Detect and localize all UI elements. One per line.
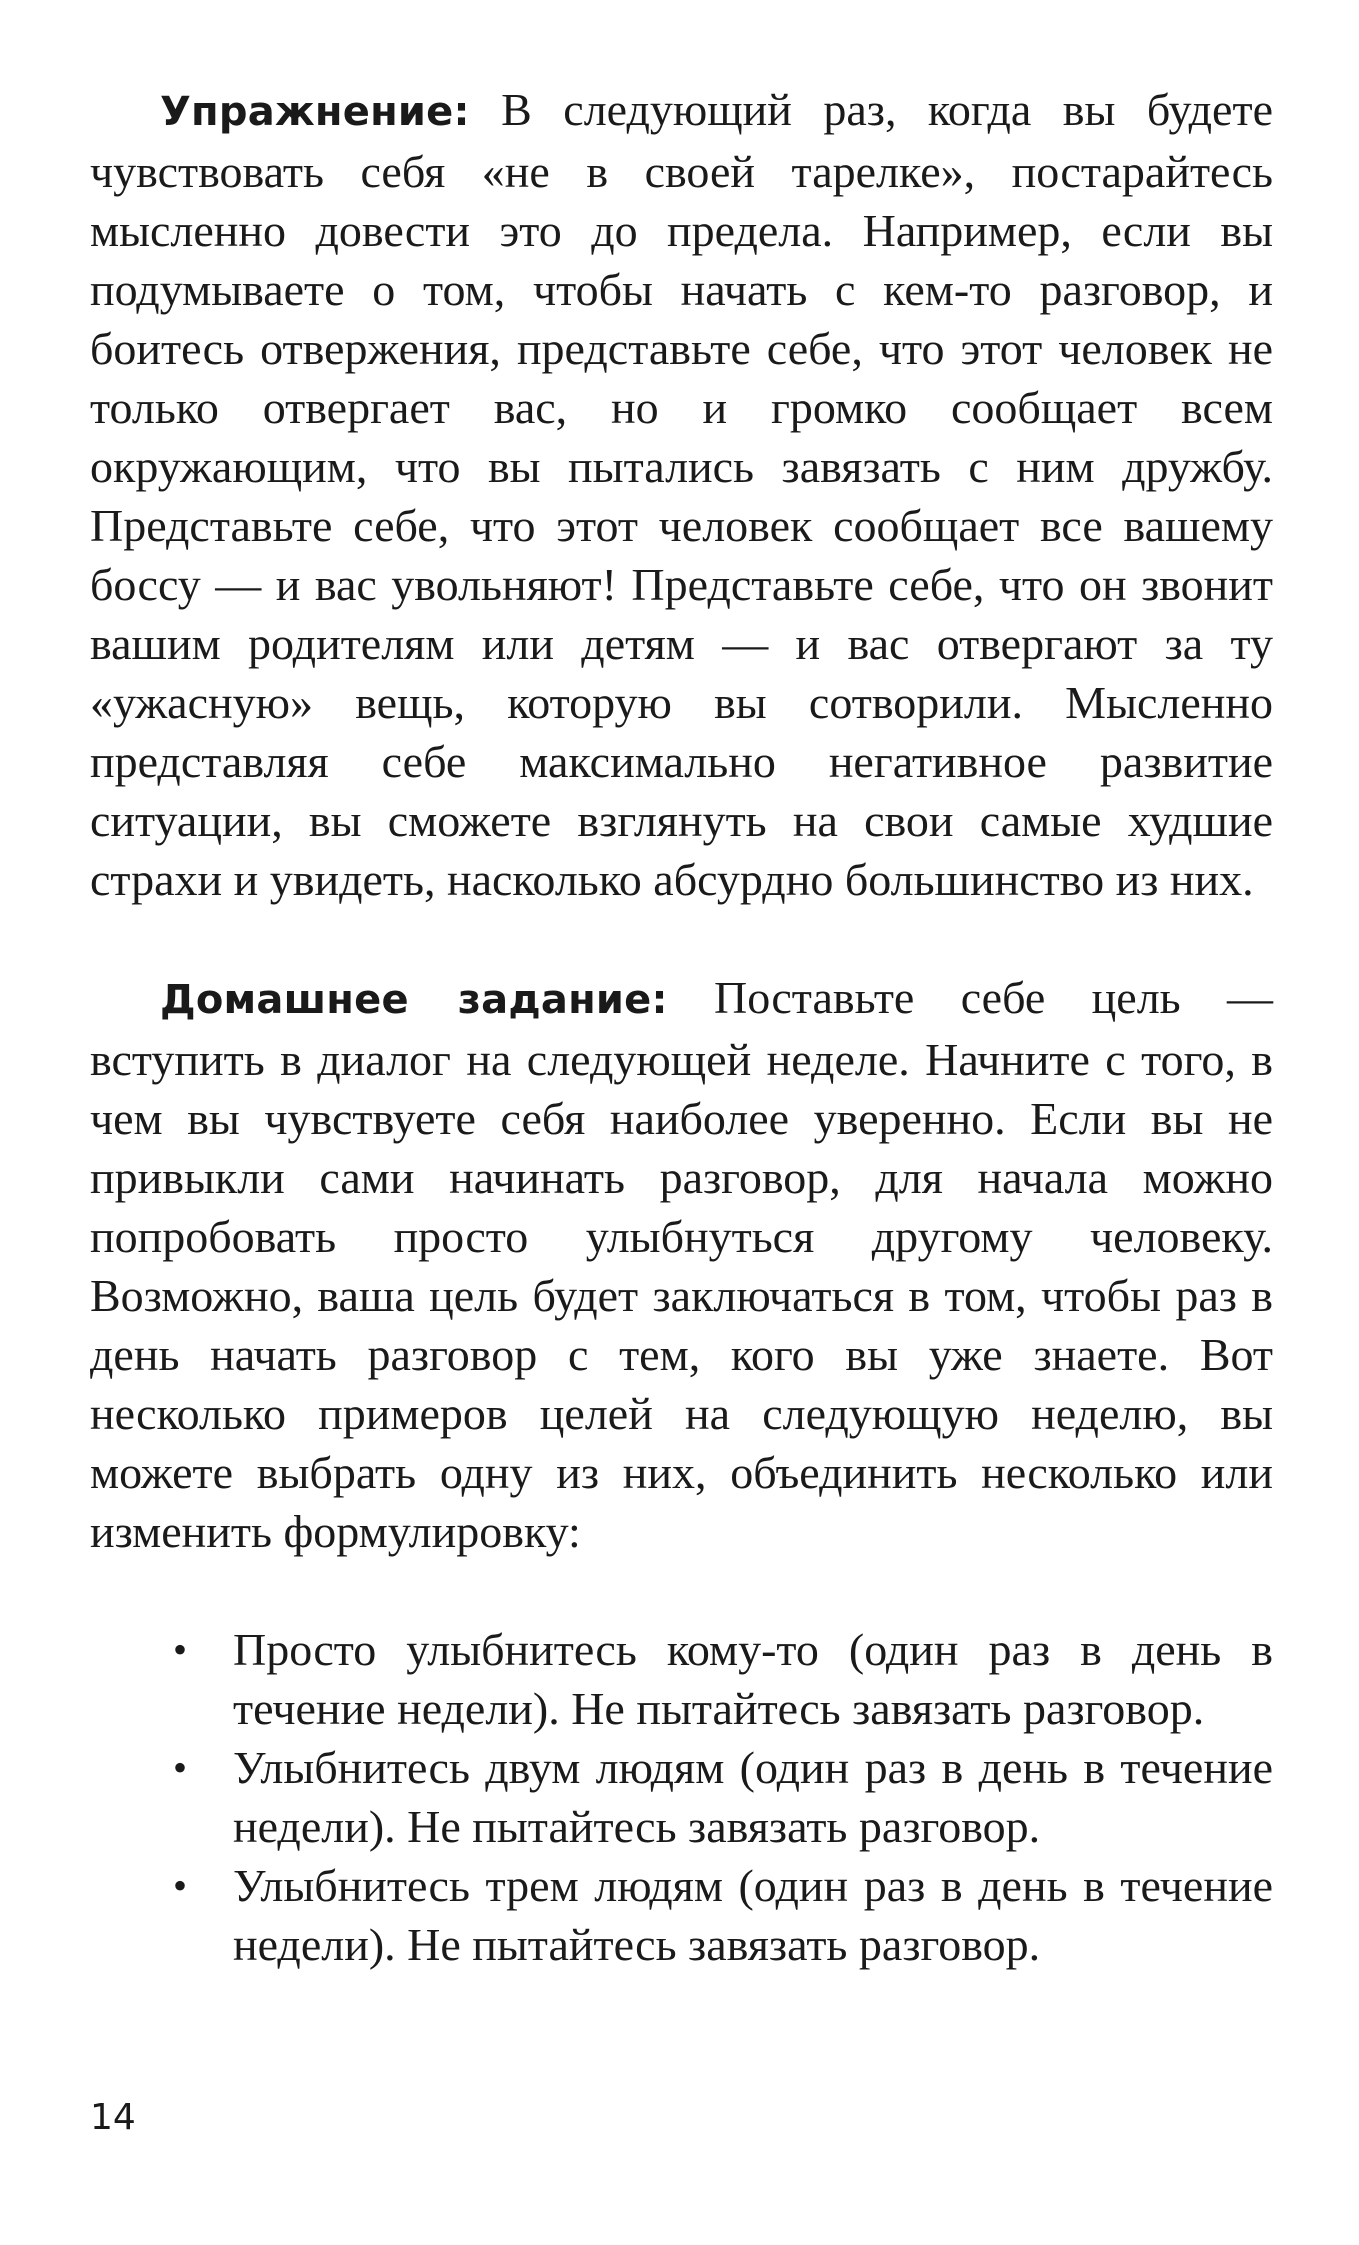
page-number: 14 — [90, 2097, 136, 2138]
goal-text: Улыбнитесь трем людям (один раз в день в течение недели). Не пытайтесь завязать разговор. — [233, 1860, 1273, 1970]
homework-text: Поставьте себе цель — вступить в диалог на следующей неделе. Начните с того, в чем вы чувствуете себя наиболее уверенно. Если вы не привыкли сами начинать разговор, для начала можно попробовать просто улыбнуться другому человеку. Возможно, ваша цель будет заключаться в том, чтобы раз в день начать разговор с тем, кого вы уже знаете. Вот несколько примеров целей на следующую неделю, вы можете выбрать одну из них, объединить несколько или изменить формулировку: — [90, 972, 1273, 1557]
bullet-icon: • — [173, 1745, 188, 1790]
bullet-icon: • — [173, 1863, 188, 1908]
exercise-label: Упражнение: — [160, 89, 470, 135]
goal-text: Просто улыбнитесь кому-то (один раз в день в течение недели). Не пытайтесь завязать разговор. — [233, 1624, 1273, 1734]
homework-label: Домашнее задание: — [160, 977, 668, 1023]
paragraph-spacer — [90, 1561, 1273, 1620]
list-item — [173, 1738, 1273, 1856]
bullet-icon: • — [173, 1627, 188, 1672]
list-item — [173, 1856, 1273, 1974]
goals-list — [90, 1620, 1273, 1974]
paragraph-spacer — [90, 909, 1273, 968]
exercise-text: В следующий раз, когда вы будете чувствовать себя «не в своей тарелке», постарайтесь мысленно довести это до предела. Например, если вы подумываете о том, чтобы начать с кем-то разговор, и боитесь отвержения, представьте себе, что этот человек не только отвергает вас, но и громко сообщает всем окружающим, что вы пытались завязать с ним дружбу. Представьте себе, что этот человек сообщает все вашему боссу — и вас увольняют! Представьте себе, что он звонит вашим родителям или детям — и вас отвергают за ту «ужасную» вещь, которую вы сотворили. Мысленно представляя себе максимально негативное развитие ситуации, вы сможете взглянуть на свои самые худшие страхи и увидеть, насколько абсурдно большинство из них. — [90, 84, 1273, 905]
goal-text: Улыбнитесь двум людям (один раз в день в течение недели). Не пытайтесь завязать разговор. — [233, 1742, 1273, 1852]
exercise-paragraph — [90, 80, 1273, 909]
list-item — [173, 1620, 1273, 1738]
homework-paragraph — [90, 968, 1273, 1561]
book-page — [90, 80, 1273, 1974]
